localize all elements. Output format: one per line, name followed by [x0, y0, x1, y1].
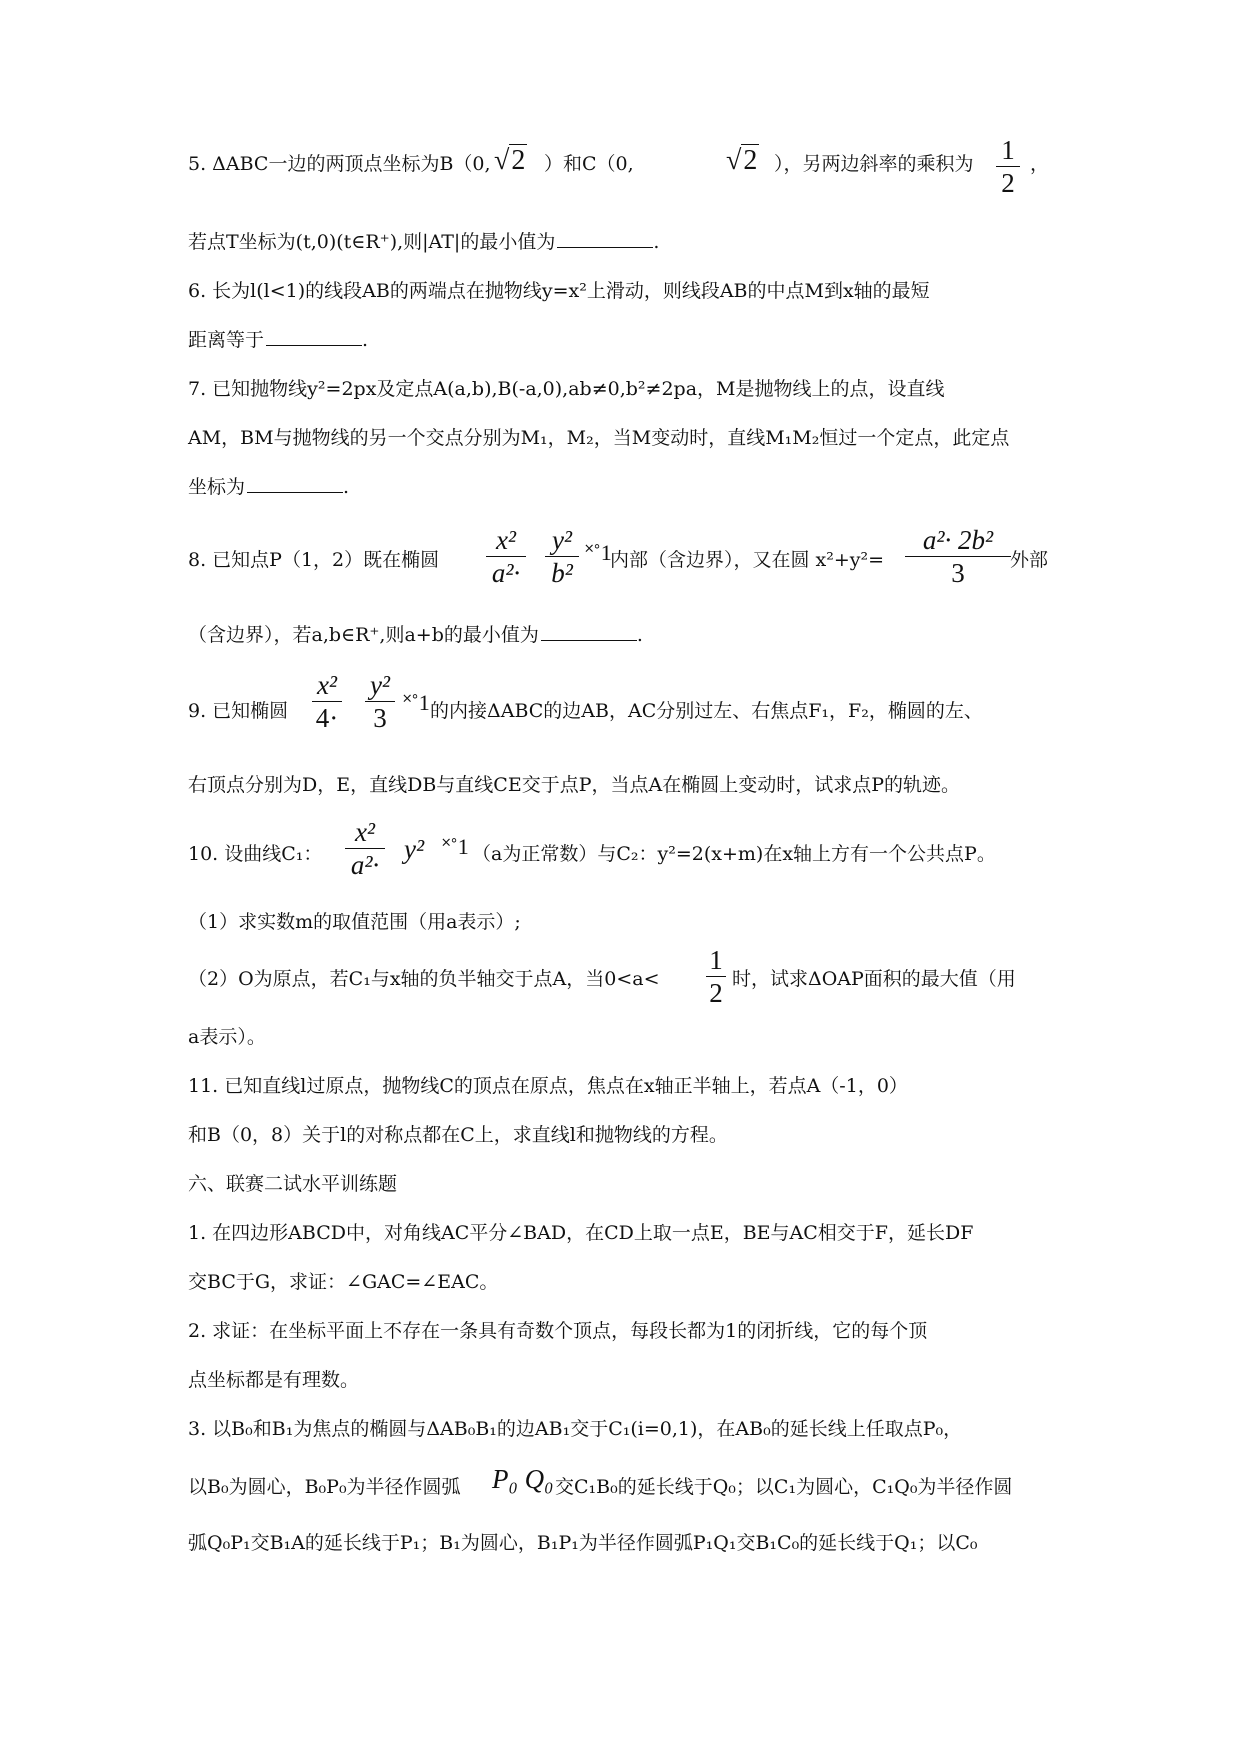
text: 1. 在四边形ABCD中，对角线AC平分∠BAD，在CD上取一点E，BE与AC相交于F，延长DF: [188, 1222, 974, 1244]
text: y²: [404, 834, 425, 864]
problem-10-q2-b: [732, 968, 1016, 990]
denominator: a²·: [491, 558, 521, 588]
text: 若点T坐标为(t,0)(t∈R⁺),则|AT|的最小值为: [188, 231, 556, 253]
text: 距离等于: [188, 329, 265, 351]
problem-9-line-1a: [188, 700, 288, 722]
equals-one-glyph: [403, 690, 430, 716]
text: 7. 已知抛物线y²=2px及定点A(a,b),B(-a,0),ab≠0,b²≠2pa，M是抛物线上的点，设直线: [188, 378, 945, 400]
text: ˟˚1: [442, 834, 469, 859]
problem-11-line-1: [188, 1075, 908, 1097]
answer-blank[interactable]: [266, 331, 362, 346]
section-6-problem-3-line-3: [188, 1532, 978, 1554]
numerator: y²: [369, 670, 391, 700]
section-6-problem-2-line-1: [188, 1320, 927, 1342]
text: ，: [1030, 153, 1050, 175]
text: 的内接ΔABC的边AB，AC分别过左、右焦点F₁，F₂，椭圆的左、: [430, 700, 983, 722]
text: 8. 已知点P（1，2）既在椭圆: [188, 549, 440, 571]
text: 点坐标都是有理数。: [188, 1369, 360, 1391]
fraction-one-half: [706, 946, 726, 1007]
numerator: a²· 2b²: [922, 525, 994, 555]
problem-5-line-1: [188, 153, 491, 175]
y-squared: [404, 834, 424, 865]
answer-blank[interactable]: [247, 478, 343, 493]
problem-6-line-1: [188, 280, 930, 302]
section-6-problem-3-line-2a: [188, 1476, 461, 1498]
text: .: [343, 476, 350, 498]
denominator: 4·: [315, 703, 339, 733]
denominator: a²·: [350, 850, 380, 880]
fraction-bar: [706, 976, 726, 977]
comma: [1030, 153, 1049, 175]
text: （含边界），若a,b∈R⁺,则a+b的最小值为: [188, 624, 539, 646]
problem-10-line-1a: [188, 843, 322, 865]
numerator: x²: [354, 817, 376, 847]
fraction-bar: [486, 556, 526, 557]
text: 内部（含边界），又在圆 x²+y²=: [610, 549, 885, 571]
problem-7-line-2: [188, 427, 1009, 449]
text: 弧Q₀P₁交B₁A的延长线于P₁；B₁为圆心，B₁P₁为半径作圆弧P₁Q₁交B₁C₀的延长线于Q₁；以C₀: [188, 1532, 978, 1554]
problem-7-line-3: [188, 476, 349, 498]
text: .: [636, 624, 643, 646]
problem-11-line-2: [188, 1124, 728, 1146]
denominator: 3: [951, 558, 965, 588]
text: 外部: [1010, 549, 1049, 571]
text: （2）O为原点，若C₁与x轴的负半轴交于点A，当0<a<: [188, 968, 660, 990]
fraction-x2-a2: [345, 818, 385, 879]
sqrt-2-b: √2: [726, 145, 758, 176]
fraction-bar: [545, 556, 579, 557]
text: （1）求实数m的取值范围（用a表示）;: [188, 911, 521, 933]
text: a表示）。: [188, 1026, 266, 1048]
problem-5-line-2: [188, 231, 659, 253]
radicand: 2: [743, 145, 758, 176]
problem-8-line-1b: [610, 549, 884, 571]
problem-10-q1: [188, 911, 521, 933]
fraction-x2-4: [312, 671, 342, 732]
section-6-problem-1-line-1: [188, 1222, 973, 1244]
text: 6. 长为l(l<1)的线段AB的两端点在抛物线y=x²上滑动，则线段AB的中点M到x轴的最短: [188, 280, 930, 302]
problem-5-line-1c: [774, 153, 974, 175]
section-6-problem-1-line-2: [188, 1271, 498, 1293]
fraction-bar: [905, 556, 1011, 557]
denominator: 2: [1001, 168, 1015, 198]
section-6-problem-3-line-1: [188, 1418, 962, 1440]
text: 坐标为: [188, 476, 246, 498]
problem-10-line-1b: [472, 843, 996, 865]
fraction-a2-2b2-over-3: [905, 526, 1011, 587]
text: ），另两边斜率的乘积为: [774, 153, 974, 175]
text: 2. 求证：在坐标平面上不存在一条具有奇数个顶点，每段长都为1的闭折线，它的每个顶: [188, 1320, 928, 1342]
numerator: 1: [1001, 135, 1015, 165]
text: 11. 已知直线l过原点，抛物线C的顶点在原点，焦点在x轴正半轴上，若点A（-1，0）: [188, 1075, 908, 1097]
numerator: x²: [495, 525, 517, 555]
problem-6-line-2: [188, 329, 368, 351]
numerator: y²: [551, 525, 573, 555]
text: 3. 以B₀和B₁为焦点的椭圆与ΔAB₀B₁的边AB₁交于C₁(i=0,1)，在AB₀的延长线上任取点P₀，: [188, 1418, 963, 1440]
numerator: 1: [709, 945, 723, 975]
section-6-problem-3-line-2b: [555, 1476, 1012, 1498]
text: 交BC于G，求证：∠GAC=∠EAC。: [188, 1271, 499, 1293]
text: P₀ Q₀: [492, 1464, 554, 1494]
problem-5-line-1b: [544, 153, 634, 175]
answer-blank[interactable]: [557, 233, 653, 248]
section-6-problem-2-line-2: [188, 1369, 359, 1391]
arc-p0-q0: [492, 1464, 554, 1495]
text: AM，BM与抛物线的另一个交点分别为M₁，M₂，当M变动时，直线M₁M₂恒过一个定点，此定点: [188, 427, 1010, 449]
text: ˟˚1: [585, 540, 612, 565]
fraction-y2-3: [365, 671, 395, 732]
text: 六、联赛二试水平训练题: [188, 1173, 398, 1195]
section-heading: [188, 1173, 397, 1195]
sqrt-2-a: √2: [494, 145, 526, 176]
text: 右顶点分别为D，E，直线DB与直线CE交于点P，当点A在椭圆上变动时，试求点P的轨迹。: [188, 774, 960, 796]
text: 10. 设曲线C₁：: [188, 843, 323, 865]
radicand: 2: [511, 145, 526, 176]
problem-10-q2-a: [188, 968, 660, 990]
fraction-bar: [365, 701, 395, 702]
text: .: [362, 329, 369, 351]
text: 5. ΔABC一边的两顶点坐标为B（0,: [188, 153, 491, 175]
problem-9-line-1b: [430, 700, 983, 722]
equals-one-glyph: [442, 834, 469, 860]
equals-one-glyph: [585, 540, 612, 566]
problem-8-line-1a: [188, 549, 439, 571]
problem-8-line-1c: [1010, 549, 1048, 571]
text: 9. 已知椭圆: [188, 700, 289, 722]
denominator: 3: [373, 703, 387, 733]
numerator: x²: [316, 670, 338, 700]
problem-7-line-1: [188, 378, 945, 400]
text: 和B（0，8）关于l的对称点都在C上，求直线l和抛物线的方程。: [188, 1124, 728, 1146]
fraction-bar: [312, 701, 342, 702]
text: 时，试求ΔOAP面积的最大值（用: [732, 968, 1016, 990]
text: ）和C（0,: [544, 153, 634, 175]
text: 交C₁B₀的延长线于Q₀；以C₁为圆心，C₁Q₀为半径作圆: [555, 1476, 1013, 1498]
denominator: 2: [709, 978, 723, 1008]
text: ˟˚1: [403, 690, 430, 715]
text: 以B₀为圆心，B₀P₀为半径作圆弧: [188, 1476, 461, 1498]
text: （a为正常数）与C₂：y²=2(x+m)在x轴上方有一个公共点P。: [472, 843, 996, 865]
problem-10-q2-line-2: [188, 1026, 266, 1048]
fraction-one-half: [996, 136, 1020, 197]
fraction-y2-b2: [545, 526, 579, 587]
problem-9-line-2: [188, 774, 960, 796]
text: .: [653, 231, 660, 253]
fraction-x2-a2: [486, 526, 526, 587]
answer-blank[interactable]: [541, 626, 637, 641]
fraction-bar: [345, 848, 385, 849]
fraction-bar: [996, 166, 1020, 167]
problem-8-line-2: [188, 624, 643, 646]
denominator: b²: [551, 558, 573, 588]
